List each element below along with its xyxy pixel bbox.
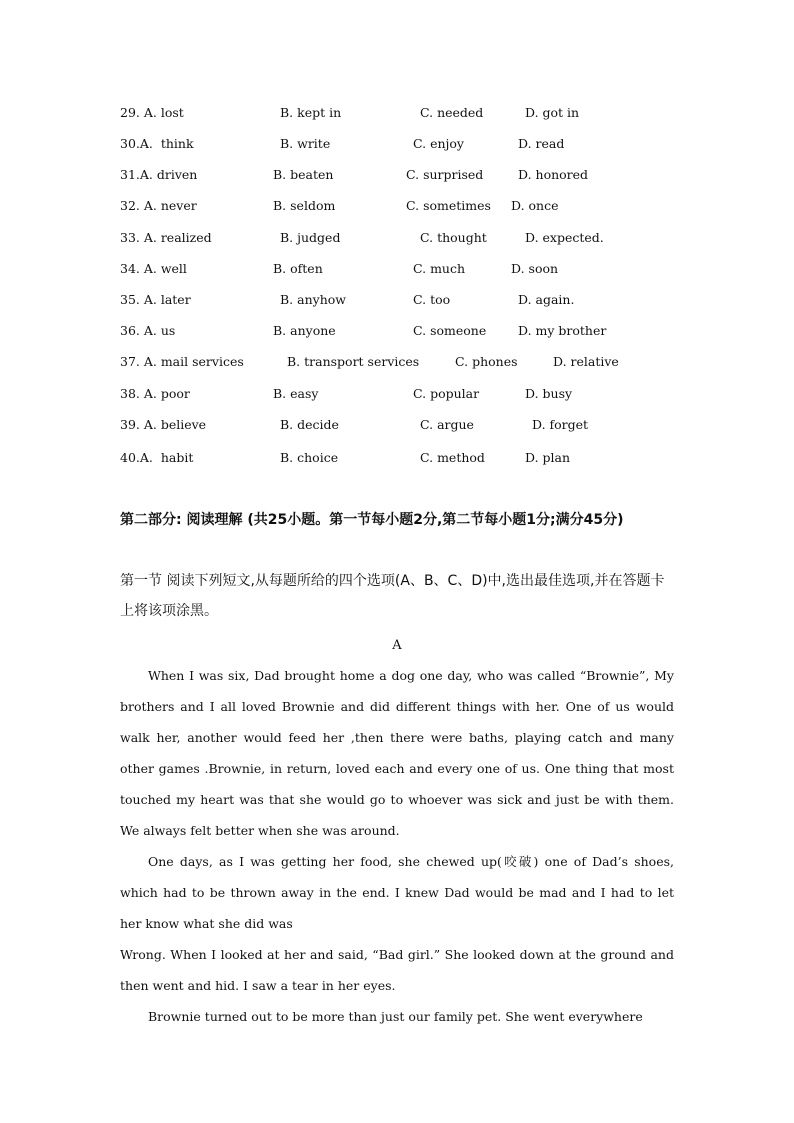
question-option-a: 29. A. lost: [120, 105, 184, 120]
question-option-b: B. seldom: [273, 198, 336, 213]
question-option-a: 37. A. mail services: [120, 354, 244, 369]
question-option-d: D. forget: [532, 417, 589, 432]
passage-body: [120, 660, 674, 1032]
question-option-a: 30.A. think: [120, 136, 194, 151]
question-option-c: C. thought: [420, 230, 487, 245]
passage-paragraph-2b: Wrong. When I looked at her and said, “Bad girl.” She looked down at the ground and then went and hid. I saw a tear in her eyes.: [120, 947, 674, 993]
question-option-b: B. write: [280, 136, 331, 151]
question-option-a: 39. A. believe: [120, 417, 207, 432]
section-instruction: 第一节 阅读下列短文,从每题所给的四个选项(A、B、C、D)中,选出最佳选项,并在答题卡上将该项涂黑。: [120, 573, 665, 619]
question-option-d: D. soon: [511, 261, 559, 276]
question-option-c: C. popular: [413, 386, 480, 401]
question-option-c: C. much: [413, 261, 466, 276]
question-option-c: C. phones: [455, 354, 518, 369]
question-option-b: B. anyone: [273, 323, 336, 338]
question-option-c: C. too: [413, 292, 451, 307]
question-option-a: 38. A. poor: [120, 386, 190, 401]
question-option-d: D. busy: [525, 386, 573, 401]
question-option-c: C. sometimes: [406, 198, 491, 213]
question-option-a: 33. A. realized: [120, 230, 212, 245]
question-option-d: D. honored: [518, 167, 589, 182]
passage-paragraph-3: Brownie turned out to be more than just our family pet. She went everywhere: [148, 1009, 643, 1024]
passage-paragraph-2a: One days, as I was getting her food, she chewed up(咬破) one of Dad’s shoes, which had to be thrown away in the end. I knew Dad would be mad and I had to let her know what she did was: [120, 854, 674, 931]
question-option-d: D. relative: [553, 354, 619, 369]
question-option-b: B. choice: [280, 450, 339, 465]
question-option-d: D. once: [511, 198, 559, 213]
question-option-a: 35. A. later: [120, 292, 191, 307]
question-option-b: B. anyhow: [280, 292, 346, 307]
question-option-d: D. got in: [525, 105, 580, 120]
question-option-c: C. method: [420, 450, 485, 465]
question-option-c: C. argue: [420, 417, 474, 432]
question-option-b: B. often: [273, 261, 323, 276]
question-option-a: 36. A. us: [120, 323, 176, 338]
question-option-b: B. beaten: [273, 167, 334, 182]
question-option-d: D. expected.: [525, 230, 604, 245]
question-option-a: 31.A. driven: [120, 167, 198, 182]
question-option-b: B. easy: [273, 386, 319, 401]
question-option-c: C. needed: [420, 105, 484, 120]
question-option-c: C. someone: [413, 323, 487, 338]
question-option-a: 40.A. habit: [120, 450, 194, 465]
question-option-b: B. judged: [280, 230, 341, 245]
question-option-a: 34. A. well: [120, 261, 187, 276]
question-option-b: B. transport services: [287, 354, 420, 369]
question-option-c: C. enjoy: [413, 136, 464, 151]
passage-title: A: [392, 638, 402, 653]
question-option-c: C. surprised: [406, 167, 484, 182]
question-option-d: D. my brother: [518, 323, 607, 338]
passage-paragraph-1: When I was six, Dad brought home a dog one day, who was called “Brownie”, My brothers and I all loved Brownie and did different things with her. One of us would walk her, another would feed her ,then there were baths, playing catch and many other games .Brownie, in return, loved each and every one of us. One thing that most touched my heart was that she would go to whoever was sick and just be with them. We always felt better when she was around.: [120, 668, 674, 838]
question-option-d: D. read: [518, 136, 565, 151]
section-heading: 第二部分: 阅读理解 (共25小题。第一节每小题2分,第二节每小题1分;满分45分): [120, 512, 624, 528]
question-option-d: D. plan: [525, 450, 571, 465]
question-option-d: D. again.: [518, 292, 575, 307]
question-option-a: 32. A. never: [120, 198, 197, 213]
question-option-b: B. decide: [280, 417, 339, 432]
question-option-b: B. kept in: [280, 105, 342, 120]
